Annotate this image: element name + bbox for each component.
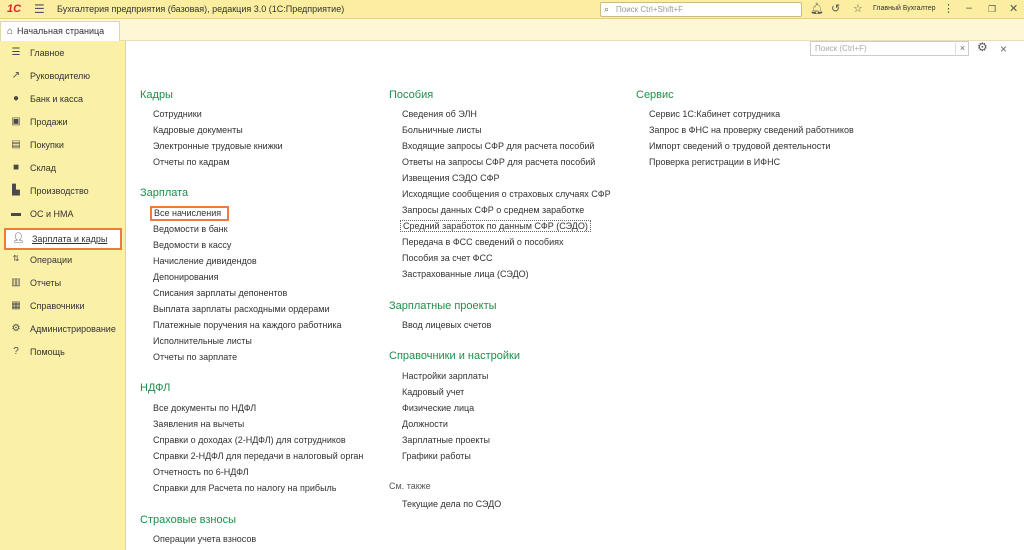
tab-bar xyxy=(0,19,1024,41)
sidebar-item-label: Отчеты xyxy=(30,278,62,288)
link-positions[interactable]: Должности xyxy=(402,419,448,429)
menu-icon[interactable]: ☰ xyxy=(34,2,45,16)
link-average-earnings-sfr[interactable]: Средний заработок по данным СФР (СЭДО) xyxy=(400,220,591,232)
link-salary-projects[interactable]: Зарплатные проекты xyxy=(402,435,490,445)
person-icon: 👤︎ xyxy=(12,233,25,244)
link-hr-accounting[interactable]: Кадровый учет xyxy=(402,387,465,397)
history-icon[interactable]: ↺ xyxy=(831,3,841,15)
sidebar-item-label: Руководителю xyxy=(30,71,91,81)
link-ifns-registration[interactable]: Проверка регистрации в ИФНС xyxy=(649,157,781,167)
sidebar-item-warehouse[interactable] xyxy=(0,157,126,179)
maximize-icon[interactable]: ❐ xyxy=(988,4,997,14)
window-title: Бухгалтерия предприятия (базовая), редакция 3.0 (1С:Предприятие) xyxy=(57,4,345,14)
link-hr-documents[interactable]: Кадровые документы xyxy=(153,125,243,135)
section-title-vznosy: Страховые взносы xyxy=(140,514,236,526)
link-individuals[interactable]: Физические лица xyxy=(402,403,475,413)
link-insured-persons[interactable]: Застрахованные лица (СЭДО) xyxy=(402,269,529,279)
link-deposit-writeoffs[interactable]: Списания зарплаты депонентов xyxy=(153,288,288,298)
sidebar-item-production[interactable] xyxy=(0,180,126,202)
link-all-accruals[interactable]: Все начисления xyxy=(150,206,229,221)
tab-home[interactable] xyxy=(0,21,120,41)
link-employee-cabinet[interactable]: Сервис 1С:Кабинет сотрудника xyxy=(649,109,781,119)
clear-search-icon[interactable]: × xyxy=(955,41,969,56)
section-title-kadry: Кадры xyxy=(140,89,173,101)
link-accounts-input[interactable]: Ввод лицевых счетов xyxy=(402,320,492,330)
global-search-placeholder: Поиск Ctrl+Shift+F xyxy=(616,5,684,14)
section-title-ndfl: НДФЛ xyxy=(140,382,171,394)
star-icon[interactable]: ☆ xyxy=(853,3,863,15)
link-fss-benefits[interactable]: Пособия за счет ФСС xyxy=(402,253,493,263)
list-icon: ☰ xyxy=(11,47,21,58)
help-icon: ? xyxy=(13,346,19,357)
section-title-posobiya: Пособия xyxy=(389,89,434,101)
sidebar-item-label: Покупки xyxy=(30,140,64,150)
link-cash-orders-payout[interactable]: Выплата зарплаты расходными ордерами xyxy=(153,304,330,314)
sidebar-item-reports[interactable] xyxy=(0,272,126,294)
close-icon[interactable]: × xyxy=(1000,42,1008,56)
sidebar-item-admin[interactable] xyxy=(0,318,126,340)
sidebar-item-help[interactable] xyxy=(0,341,126,363)
link-fns-request[interactable]: Запрос в ФНС на проверку сведений работников xyxy=(649,125,854,135)
tab-home-label: Начальная страница xyxy=(17,26,105,36)
sidebar-item-label: ОС и НМА xyxy=(30,209,74,219)
section-title-proekty: Зарплатные проекты xyxy=(389,300,497,312)
link-bank-statements[interactable]: Ведомости в банк xyxy=(153,224,228,234)
search-icon: ⌕ xyxy=(604,4,610,14)
sidebar-item-main[interactable] xyxy=(0,42,126,64)
sidebar-item-bank[interactable] xyxy=(0,88,126,110)
truck-icon: ▬ xyxy=(11,208,21,219)
link-ndfl-documents[interactable]: Все документы по НДФЛ xyxy=(153,403,257,413)
sidebar-item-label: Администрирование xyxy=(30,324,116,334)
link-deposits[interactable]: Депонирования xyxy=(153,272,219,282)
sidebar-item-assets[interactable] xyxy=(0,203,126,225)
link-writs[interactable]: Исполнительные листы xyxy=(153,336,252,346)
link-payment-orders[interactable]: Платежные поручения на каждого работника xyxy=(153,320,342,330)
bag-icon: ▣ xyxy=(11,116,21,127)
link-contribution-operations[interactable]: Операции учета взносов xyxy=(153,534,257,544)
link-2ndfl-employees[interactable]: Справки о доходах (2-НДФЛ) для сотрудников xyxy=(153,435,346,445)
link-profit-tax-certificates[interactable]: Справки для Расчета по налогу на прибыль xyxy=(153,483,337,493)
sidebar-item-label: Помощь xyxy=(30,347,65,357)
link-dividends[interactable]: Начисление дивидендов xyxy=(153,256,257,266)
minimize-icon[interactable]: – xyxy=(966,2,973,14)
sidebar-item-label: Производство xyxy=(30,186,89,196)
link-fss-benefits-transfer[interactable]: Передача в ФСС сведений о пособиях xyxy=(402,237,564,247)
link-average-earnings-requests[interactable]: Запросы данных СФР о среднем заработке xyxy=(402,205,585,215)
link-eln[interactable]: Сведения об ЭЛН xyxy=(402,109,477,119)
link-work-schedules[interactable]: Графики работы xyxy=(402,451,471,461)
section-search-placeholder: Поиск (Ctrl+F) xyxy=(815,44,867,53)
link-2ndfl-tax[interactable]: Справки 2-НДФЛ для передачи в налоговый орган xyxy=(153,451,364,461)
section-title-servis: Сервис xyxy=(636,89,674,101)
trend-icon: ↗ xyxy=(11,70,21,81)
sidebar xyxy=(0,41,126,550)
user-name[interactable]: Главный Бухгалтер xyxy=(873,5,936,12)
gear-icon: ⚙ xyxy=(11,323,21,334)
link-sfr-answers[interactable]: Ответы на запросы СФР для расчета пособий xyxy=(402,157,596,167)
coins-icon: ● xyxy=(12,93,20,104)
sidebar-item-references[interactable] xyxy=(0,295,126,317)
close-window-icon[interactable]: ✕ xyxy=(1009,3,1019,15)
bell-icon[interactable]: 🔔︎ xyxy=(810,3,824,15)
section-title-spravochniki: Справочники и настройки xyxy=(389,350,520,362)
settings-gear-icon[interactable]: ⚙ xyxy=(977,40,988,54)
sidebar-item-label: Банк и касса xyxy=(30,94,83,104)
link-sedo-notices[interactable]: Извещения СЭДО СФР xyxy=(402,173,500,183)
link-sick-leaves[interactable]: Больничные листы xyxy=(402,125,482,135)
link-sfr-incoming[interactable]: Входящие запросы СФР для расчета пособий xyxy=(402,141,595,151)
sidebar-item-salary[interactable] xyxy=(4,228,122,250)
sidebar-item-manager[interactable] xyxy=(0,65,126,87)
link-deduction-applications[interactable]: Заявления на вычеты xyxy=(153,419,245,429)
link-6ndfl[interactable]: Отчетность по 6-НДФЛ xyxy=(153,467,249,477)
main-panel xyxy=(127,41,1024,550)
sidebar-item-label: Справочники xyxy=(30,301,85,311)
cart-icon: ▤ xyxy=(11,139,21,150)
1c-logo: 1С xyxy=(7,3,22,15)
sidebar-item-label: Зарплата и кадры xyxy=(32,234,108,244)
section-search-input[interactable] xyxy=(810,41,969,56)
link-outgoing-messages[interactable]: Исходящие сообщения о страховых случаях СФР xyxy=(402,189,611,199)
link-employees[interactable]: Сотрудники xyxy=(153,109,202,119)
sidebar-item-sales[interactable] xyxy=(0,111,126,133)
operations-icon: ⇅ xyxy=(12,254,20,263)
factory-icon: ▙ xyxy=(12,185,20,196)
global-search-input[interactable] xyxy=(600,2,802,17)
link-sedo-current-tasks[interactable]: Текущие дела по СЭДО xyxy=(402,499,502,509)
link-electronic-workbooks[interactable]: Электронные трудовые книжки xyxy=(153,141,283,151)
reports-icon: ▥ xyxy=(11,277,21,288)
sidebar-item-label: Операции xyxy=(30,255,73,265)
link-cash-statements[interactable]: Ведомости в кассу xyxy=(153,240,232,250)
sidebar-item-label: Главное xyxy=(30,48,65,58)
see-also-title: См. также xyxy=(389,481,431,491)
title-bar xyxy=(0,0,1024,19)
sidebar-item-label: Продажи xyxy=(30,117,68,127)
link-salary-settings[interactable]: Настройки зарплаты xyxy=(402,371,489,381)
sidebar-item-operations[interactable] xyxy=(0,249,126,271)
link-salary-reports[interactable]: Отчеты по зарплате xyxy=(153,352,238,362)
link-hr-reports[interactable]: Отчеты по кадрам xyxy=(153,157,230,167)
sidebar-item-label: Склад xyxy=(30,163,57,173)
books-icon: ▦ xyxy=(11,300,21,311)
sidebar-item-purchases[interactable] xyxy=(0,134,126,156)
home-icon: ⌂ xyxy=(7,26,14,37)
more-icon[interactable]: ⋮ xyxy=(943,3,954,15)
link-import-work-info[interactable]: Импорт сведений о трудовой деятельности xyxy=(649,141,831,151)
box-icon: ■ xyxy=(12,162,20,173)
section-title-zarplata: Зарплата xyxy=(140,187,189,199)
